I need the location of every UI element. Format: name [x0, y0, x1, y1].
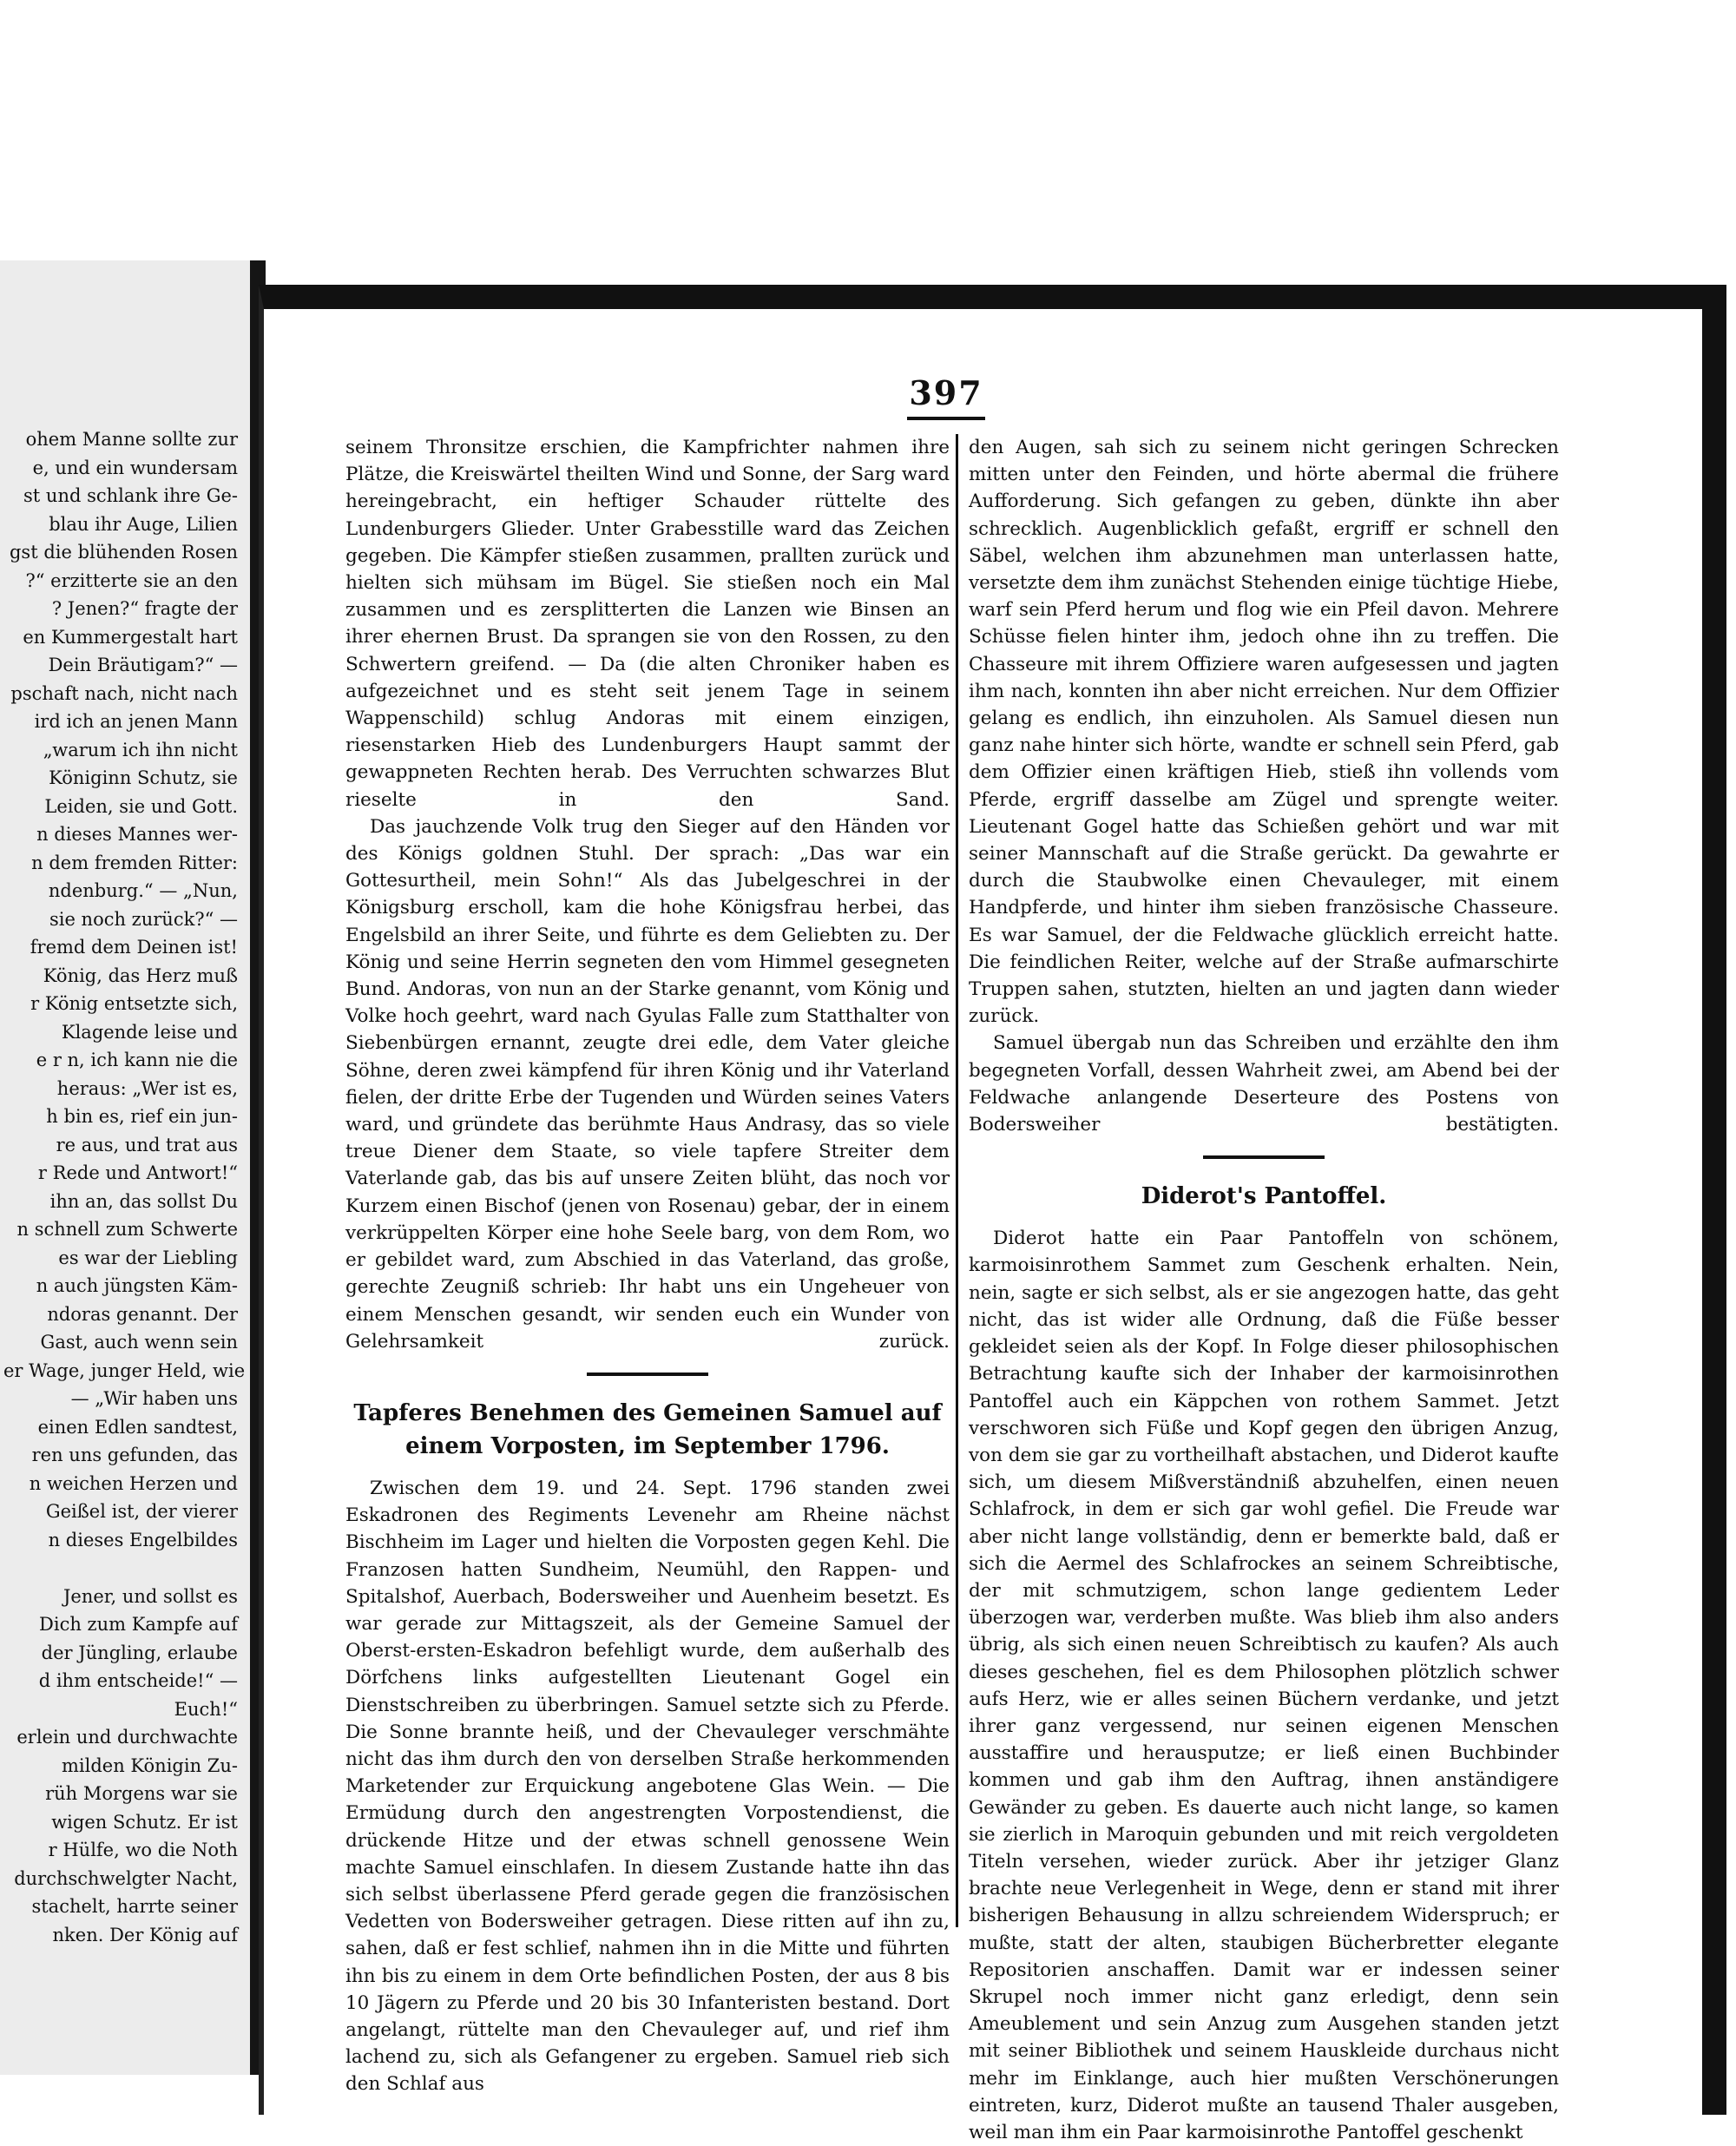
previous-page-line: ren uns gefunden, das: [31, 1445, 238, 1465]
previous-page-line: erlein und durchwachte: [16, 1727, 238, 1748]
previous-page-line: n dieses Mannes wer-: [36, 824, 238, 845]
previous-page-line: „warum ich ihn nicht: [43, 739, 238, 760]
previous-page-line: durchschwelgter Nacht,: [14, 1867, 238, 1889]
paragraph-middle-2: Das jauchzende Volk trug den Sieger auf den Händen vor des Königs goldnen Stuhl. Der sprach: „Das war ein Gottesurtheil, mein Sohn!“ Als das Jubelgeschrei in der Königsburg erscholl, kam die hohe Königsfrau herbei, das Engelsbild an ihrer Seite, und führte es dem Geliebten zu. Der König und seine Herrin segneten den vom Himmel gesegneten Bund. Andoras, von nun an der Starke genannt, vom König und Volke hoch geehrt, ward nach Gyulas Falle zum Statthalter von Siebenbürgen ernannt, zeugte drei edle, dem Vater gleiche Söhne, deren zwei kämpfend für ihren König und ihr Vaterland fielen, der dritte Erbe der Tugenden und Würden seines Vaters ward, und gründete das berühmte Haus Andrasy, das so viele treue Diener dem Staate, so viele tapfere Streiter dem Vaterlande gab, das bis auf unsere Zeiten blüht, das noch vor Kurzem einen Bischof (jenen von Rosenau) gebar, der in einem verkrüppelten Körper eine hohe Seele barg, von dem Rom, wo er gebildet ward, zum Abschied in das Vaterland, das große, gerechte Zeugniß schrieb: Ihr habt uns ein Ungeheuer von einem Menschen gesandt, wir senden euch ein Wunder von Gelehrsamkeit zurück.: [345, 815, 950, 1353]
column-rule: [956, 434, 958, 1927]
previous-page-line: Geißel ist, der vierer: [45, 1501, 238, 1522]
previous-page-line: [3, 1554, 238, 1583]
previous-page-line: n auch jüngsten Käm-: [36, 1275, 238, 1296]
previous-page-line: stachelt, harrte seiner: [31, 1896, 238, 1917]
previous-page-line: nken. Der König auf: [52, 1924, 238, 1945]
previous-page-line: ?“ erzitterte sie an den: [25, 569, 238, 591]
paragraph-right-3: Diderot hatte ein Paar Pantoffeln von schönem, karmoisinrothem Sammet zum Geschenk erhalten. Nein, nein, sagte er sich selbst, als er sie angezogen hatte, das geht nicht, das ist wider alle Ordnung, daß die Füße besser gekleidet seien als der Kopf. In Folge dieser philosophischen Betrachtung kaufte sich der Inhaber der karmoisinrothen Pantoffel auch ein Käppchen von rothem Sammet. Jetzt verschworen sich Füße und Kopf gegen den übrigen Anzug, von dem sie gar zu vortheilhaft abstachen, und Diderot kaufte sich, um diesem Mißverständniß abzuhelfen, einen neuen Schlafrock, in dem er sich gar wohl gefiel. Die Freude war aber nicht lange vollständig, denn er bemerkte bald, daß er sich die Aermel des Schlafrockes an seinem Schreibtische, der mit schmutzigem, schon lange gedientem Leder überzogen war, verderben mußte. Was blieb ihm also anders übrig, als sich einen neuen Schreibtisch zu kaufen? Als auch dieses geschehen, fiel es dem Philosophen plötzlich schwer aufs Herz, wie er alles seinen Büchern verdanke, und jetzt ihrer ganz vergessend, nur seinen eigenen Menschen ausstaffire und herausputze; er ließ einen Buchbinder kommen und gab ihm den Auftrag, ihnen anständigere Gewänder zu geben. Es dauerte auch nicht lange, so kamen sie zierlich in Maroquin gebunden und mit reich vergoldeten Titeln versehen, wieder zurück. Aber ihr jetziger Glanz brachte neue Verlegenheit in Wege, denn er stand mit ihrer bisherigen Behausung in allzu schreiendem Widerspruch; er mußte, statt der alten, staubigen Bücherbretter elegante Repositorien anschaffen. Damit war er indessen seiner Skrupel noch immer nicht ganz erledigt, denn sein Ameublement und sein Anzug zum Ausgehen standen jetzt mit seiner Bibliothek und seinem Hauskleide durchaus nicht mehr im Einklange, auch hier mußten Verschönerungen eintreten, kurz, Diderot mußte an tausend Thaler ausgeben, weil man ihm ein Paar karmoisinrothe Pantoffel geschenkt: [969, 1228, 1559, 2143]
previous-page-line: r Rede und Antwort!“: [37, 1162, 238, 1183]
previous-page-line: e r n, ich kann nie die: [36, 1050, 238, 1070]
previous-page-line: n schnell zum Schwerte: [16, 1219, 238, 1240]
previous-page-line: Jener, und sollst es: [63, 1585, 238, 1607]
previous-page-line: — „Wir haben uns: [70, 1388, 238, 1409]
previous-page-line: Gast, auch wenn sein: [40, 1332, 238, 1353]
previous-page-line: ndenburg.“ — „Nun,: [48, 880, 238, 901]
previous-page-line: fremd dem Deinen ist!: [30, 937, 238, 958]
previous-page-line: einen Edlen sandtest,: [37, 1416, 238, 1438]
previous-page-line: heraus: „Wer ist es,: [56, 1077, 238, 1099]
previous-page-line: ihn an, das sollst Du: [49, 1190, 238, 1212]
previous-page-line: r Hülfe, wo die Noth: [48, 1840, 238, 1860]
previous-page-line: h bin es, rief ein jun-: [46, 1106, 238, 1127]
previous-page-line: pschaft nach, nicht nach: [10, 682, 238, 704]
previous-page-line: Klagende leise und: [61, 1021, 238, 1043]
previous-page-line: milden Königin Zu-: [62, 1754, 238, 1776]
previous-page-line: Dein Bräutigam?“ —: [48, 655, 238, 675]
paragraph-middle-1: seinem Thronsitze erschien, die Kampfrichter nahmen ihre Plätze, die Kreiswärtel theilten Wind und Sonne, der Sarg ward hereingebracht, ein heftiger Schauder rüttelte des Lundenburgers Glieder. Unter Grabesstille ward das Zeichen gegeben. Die Kämpfer stießen zusammen, prallten zurück und hielten sich mühsam im Bügel. Sie stießen noch ein Mal zusammen und es zersplitterten die Lanzen wie Binsen an ihrer ehernen Brust. Da sprangen sie von den Rossen, zu den Schwertern greifend. — Da (die alten Chroniker haben es aufgezeichnet und es steht seit jenem Tage in seinem Wappenschild) schlug Andoras mit einem einzigen, riesenstarken Hieb des Lundenburgers Haupt sammt der gewappneten Rechten herab. Des Verruchten schwarzes Blut rieselte in den Sand.: [345, 437, 950, 811]
previous-page-line: sie noch zurück?“ —: [49, 908, 238, 930]
previous-page-line: es war der Liebling: [58, 1247, 238, 1268]
section-title-diderot: Diderot's Pantoffel.: [1141, 1183, 1387, 1210]
previous-page-line: ndoras genannt. Der: [47, 1303, 238, 1325]
previous-page-line: Königinn Schutz, sie: [49, 767, 238, 788]
paragraph-right-1: den Augen, sah sich zu seinem nicht geringen Schrecken mitten unter den Feinden, und hörte abermal die frühere Aufforderung. Sich gefangen zu geben, dünkte ihn aber schrecklich. Augenblicklich gefaßt, ergriff er schnell den Säbel, welchen ihm abzunehmen man unterlassen hatte, versetzte dem ihm zunächst Stehenden einige tüchtige Hiebe, warf sein Pferd herum und flog wie ein Pfeil davon. Mehrere Schüsse fielen hinter ihm, jedoch ohne ihn zu treffen. Die Chasseure mit ihrem Offiziere waren aufgesessen und jagten ihm nach, konnten ihn aber nicht erreichen. Nur dem Offizier gelang es endlich, ihn einzuholen. Als Samuel diesen nun ganz nahe hinter sich hörte, wandte er schnell sein Pferd, gab dem Offizier einen kräftigen Hieb, stieß ihn vollends vom Pferde, ergriff dasselbe am Zügel und sprengte weiter. Lieutenant Gogel hatte das Schießen gehört und war mit seiner Mannschaft auf die Straße gerückt. Da gewahrte er durch die Staubwolke einen Chevauleger, mit einem Handpferde, und hinter ihm sieben französische Chasseure. Es war Samuel, der die Feldwache glücklich erreicht hatte. Die feindlichen Reiter, welche auf der Straße aufmarschirte Truppen sahen, stutzten, hielten an und jagten dann wieder zurück.: [969, 437, 1559, 1028]
previous-page-line: st und schlank ihre Ge-: [23, 485, 238, 506]
previous-page-line: König, das Herz muß: [43, 964, 238, 986]
previous-page-line: n weichen Herzen und: [29, 1472, 238, 1494]
previous-page-line: ird ich an jenen Mann: [34, 711, 238, 732]
previous-page-line: ohem Manne sollte zur: [25, 429, 238, 450]
right-column: [969, 434, 1559, 2146]
previous-page-lines: [3, 425, 246, 1949]
middle-column: [345, 434, 950, 2098]
previous-page-line: der Jüngling, erlaube: [41, 1642, 238, 1663]
previous-page-line: er Wage, junger Held, wie: [3, 1359, 246, 1381]
previous-page-line: gst die blühenden Rosen: [9, 542, 238, 563]
section-divider: [1203, 1155, 1325, 1159]
section-title-samuel: Tapferes Benehmen des Gemeinen Samuel auf einem Vorposten, im September 1796.: [353, 1399, 942, 1459]
previous-page-line: n dem fremden Ritter:: [31, 852, 238, 873]
previous-page-line: blau ihr Auge, Lilien: [49, 513, 238, 535]
previous-page-line: Euch!“: [174, 1698, 238, 1720]
previous-page-line: re aus, und trat aus: [56, 1134, 238, 1155]
previous-page-line: en Kummergestalt hart: [23, 626, 238, 648]
section-divider: [587, 1373, 708, 1376]
previous-page-line: Leiden, sie und Gott.: [44, 795, 238, 817]
page-number-rule: [907, 417, 985, 420]
previous-page-line: e, und ein wundersam: [32, 457, 238, 478]
paragraph-right-2: Samuel übergab nun das Schreiben und erzählte den ihm begegneten Vorfall, dessen Wahrheit zwei, am Abend bei der Feldwache anlangende Deserteure des Postens von Bodersweiher bestätigten.: [969, 1032, 1559, 1136]
previous-page-line: ? Jenen?“ fragte der: [51, 598, 238, 619]
paragraph-middle-3: Zwischen dem 19. und 24. Sept. 1796 standen zwei Eskadronen des Regiments Levenehr am Rheine nächst Bischheim im Lager und hielten die Vorposten gegen Kehl. Die Franzosen hatten Sundheim, Neumühl, den Rappen- und Spitalshof, Auerbach, Bodersweiher und Auenheim besetzt. Es war gerade zur Mittagszeit, als der Gemeine Samuel der Oberst-ersten-Eskadron befehligt wurde, dem außerhalb des Dörfchens links aufgestellten Lieutenant Gogel ein Dienstschreiben zu überbringen. Samuel setzte sich zu Pferde. Die Sonne brannte heiß, und der Chevauleger verschmähte nicht das ihm durch den von derselben Straße herkommenden Marketender zur Erquickung angebotene Glas Wein. — Die Ermüdung durch den angestrengten Vorpostendienst, die drückende Hitze und der etwas schnell genossene Wein machte Samuel einschlafen. In diesem Zustande hatte ihn das sich selbst überlassene Pferd gerade gegen die französischen Vedetten von Bodersweiher getragen. Diese ritten auf ihn zu, sahen, daß er fest schlief, nahmen ihn in die Mitte und führten ihn bis zu einem in dem Orte befindlichen Posten, der aus 8 bis 10 Jägern zu Pferde und 20 bis 30 Infanteristen bestand. Dort angelangt, rüttelte man den Chevauleger auf, und rief ihm lachend zu, sich als Gefangener zu ergeben. Samuel rieb sich den Schlaf aus: [345, 1477, 950, 2096]
page-number: 397: [909, 373, 983, 412]
previous-page-line: d ihm entscheide!“ —: [38, 1670, 238, 1691]
previous-page-line: rüh Morgens war sie: [45, 1783, 238, 1804]
previous-page-fragment: [0, 260, 250, 2075]
previous-page-line: r König entsetzte sich,: [30, 993, 238, 1014]
previous-page-line: wigen Schutz. Er ist: [51, 1811, 238, 1833]
previous-page-line: n dieses Engelbildes: [48, 1529, 238, 1550]
previous-page-line: Dich zum Kampfe auf: [39, 1614, 238, 1635]
